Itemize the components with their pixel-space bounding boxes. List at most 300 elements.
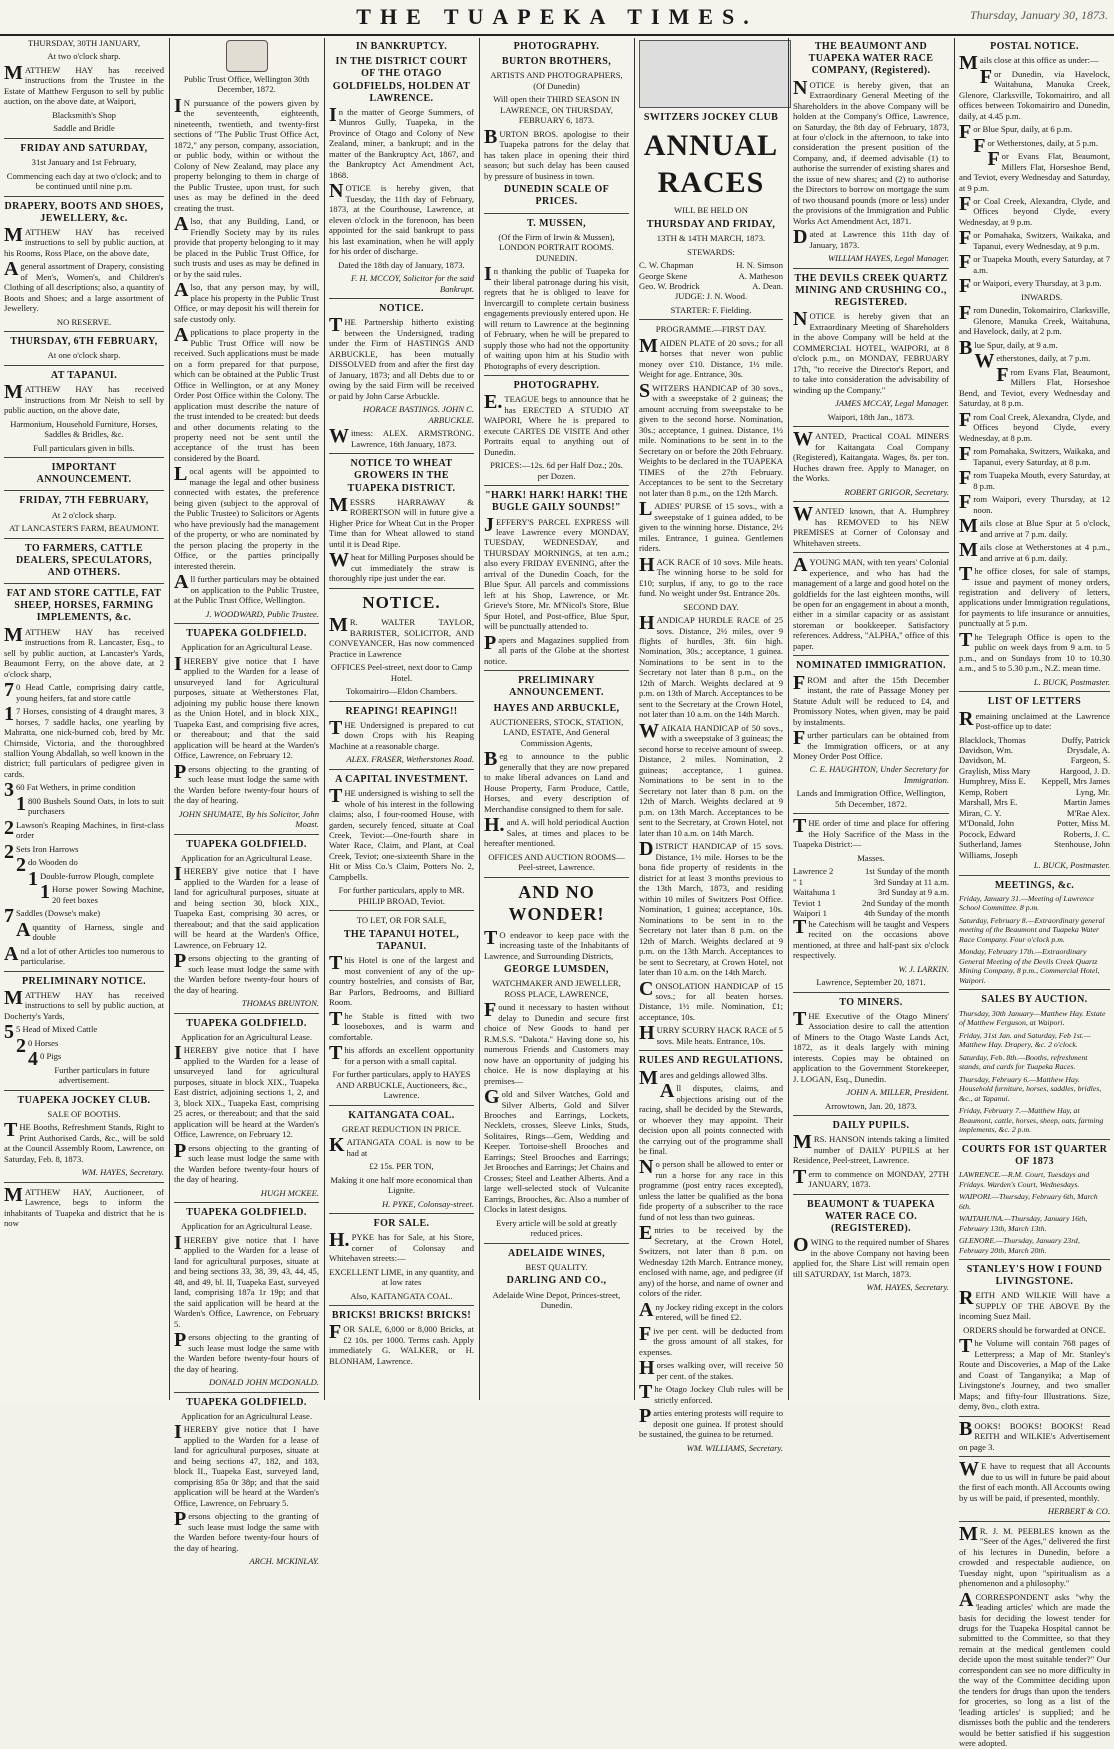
centered-text: SECOND DAY. — [683, 601, 739, 612]
signature-line: W. J. LARKIN. — [898, 963, 949, 974]
row-left-text: Waitahuna 1 — [793, 887, 836, 898]
advertisement-text: For Waipori, every Thursday, at 3 p.m. — [959, 275, 1102, 298]
row-right-text: Drysdale, A. — [1066, 744, 1110, 755]
advertisement-text: Persons objecting to the granting of such lease must lodge the same with the Warden before twenty-four hours of the day of hearing. — [174, 1329, 319, 1374]
section-heading: DRAPERY, BOOTS AND SHOES, JEWELLERY, &c. — [4, 200, 164, 224]
section-heading: REAPING! REAPING!! — [345, 705, 458, 717]
listing-entry: Friday, February 7.—Matthew Hay, at Beaumont, cattle, horses, sheep, oats, farming implements, &c. 2 p.m. — [959, 1106, 1104, 1135]
centered-text: At one o'clock sharp. — [47, 350, 121, 361]
advertisement-text: From Pomahaka, Switzers, Waikaka, and Tapanui, every Saturday, at 8 p.m. — [959, 443, 1110, 467]
divider-rule — [329, 1105, 474, 1106]
divider-rule — [329, 588, 474, 589]
column-1 — [0, 38, 168, 1400]
advertisement-text: HURRY SCURRY HACK RACE of 5 sovs. Mile heats. Entrance, 10s. — [639, 1022, 783, 1046]
signature-line: ARCH. MCKINLAY. — [249, 1556, 319, 1566]
divider-rule — [174, 1392, 319, 1393]
centered-text: SALE OF BOOTHS. — [47, 1108, 121, 1119]
divider-rule — [4, 1182, 164, 1183]
advertisement-text: NOTICE is hereby given, that an Extraordinary General Meeting of the Shareholders in the above Company will be holden at the Company's Office, Lawrence, on Saturday, the 8th day of February, 1873, at four o'clock in the afternoon, to take into consideration the present position of the Company, and, if deemed advisable (1) to authorise the surrender of existing shares and the issue of new shares; and (2) to authorise the Directors to borrow on mortgage the sum of two thousand pounds (more or less) under the provisions of the Immigration and Public Works Act Amendment Act, 1871. — [793, 76, 949, 226]
advertisement-text: TO endeavor to keep pace with the increasing taste of the Inhabitants of Lawrence, and Surrounding Districts, — [484, 926, 629, 961]
advertisement-text: MESSRS HARRAWAY & ROBERTSON will in future give a Higher Price for Wheat Cut in the Proper Time than for Wheat allowed to stand until it is Dead Ripe. — [329, 493, 474, 549]
divider-rule — [793, 426, 949, 427]
centered-text: 31st January and 1st February, — [31, 157, 137, 168]
row-left-text: Davidson, Wm. — [959, 744, 1014, 755]
advertisement-text: IHEREBY give notice that I have applied to the Warden for a lease of land for agricultural purposes, situate at and being sections 47, 182, and 183, block II., Tuapeka East, surveyed land, comprising 85a 0r 38p; and that the said application will be heard at the Warden's Office, Lawrence, on February 5. — [174, 1421, 319, 1508]
signature-line: WM. HAYES, Secretary. — [81, 1167, 164, 1178]
advertisement-text: All disputes, claims, and objections arising out of the racing, shall be decided by the Stewards, or whoever they may appoint. Their decision upon all points connected with the carrying out of the programme shall be final. — [639, 1080, 783, 1156]
advertisement-text: 7Saddles (Dowse's make) — [4, 905, 101, 928]
column-6 — [789, 38, 953, 1400]
centered-text: Public Trust Office, Wellington 30th December, 1872. — [183, 74, 310, 95]
section-heading: IN BANKRUPTCY. — [355, 41, 448, 52]
centered-text: STARTER: F. Fielding. — [670, 304, 752, 315]
centered-text: Application for an Agricultural Lease. — [180, 852, 312, 863]
advertisement-text: Papers and Magazines supplied from all parts of the Globe at the shortest notice. — [484, 631, 629, 666]
advertisement-text: Horses walking over, will receive 50 per cent. of the stakes. — [639, 1357, 783, 1381]
section-heading: A CAPITAL INVESTMENT. — [335, 773, 468, 785]
advertisement-text: REITH AND WILKIE Will have a SUPPLY OF THE ABOVE By the incoming Suez Mail. — [959, 1287, 1110, 1322]
advertisement-text: MATTHEW HAY, Auctioneer, of Lawrence, begs to inform the inhabitants of Tuapeka and district that he is now — [4, 1183, 164, 1229]
row-left-text: Marshall, Mrs E. — [959, 797, 1018, 808]
row-left-text: George Skene — [639, 270, 688, 281]
advertisement-text: IHEREBY give notice that I have applied to the Warden for a lease of land for agricultural purposes, situate at and being section 30, block XIX., Tuapeka East, comprising 30 acres, or thereabout; and that the said application will be heard at the Warden's Office, Lawrence, on February 12. — [174, 863, 319, 950]
advertisement-text: 40 Pigs — [28, 1048, 62, 1071]
centered-text: GREAT REDUCTION IN PRICE. — [341, 1123, 462, 1134]
advertisement-text: Also, that any Building, Land, or Friendly Society may by its rules provide that property belonging to it may be placed in the Public Trust Office, for such trusts and uses as may be defined in or by the said rules. — [174, 213, 319, 279]
advertisement-text: WAIKAIA HANDICAP of 50 sovs., with a sweepstake of 3 guineas; the second horse to receive amount of sweep. Distance, 2 miles. Nomination, 2 guineas; acceptance, 1 guinea. Nominations to be sent in to the Secretary not later than 8 p.m. on the 12th of March. Weights declared at 9 p.m. on 13th March. Acceptances to be sent to the Secretary, at Crown Hotel, not later than 10 a.m. on 14th March. — [639, 719, 783, 838]
advertisement-text: Blue Spur, daily, at 9 a.m. — [959, 336, 1058, 359]
divider-rule — [959, 875, 1110, 876]
section-heading: FRIDAY, 7TH FEBRUARY, — [19, 495, 149, 507]
advertisement-text: MATTHEW HAY has received instructions to sell by public auction, at Docherty's Yards, — [4, 986, 164, 1021]
section-heading: THE BEAUMONT AND TUAPEKA WATER RACE COMPANY, (Registered). — [808, 41, 934, 77]
advertisement-text: FROM and after the 15th December instant, the rate of Passage Money per Statute Adult will be reduced to £4, and Promissory Notes, when given, may be paid by instalments. — [793, 671, 949, 727]
signature-line: ROBERT GRIGOR, Secretary. — [844, 486, 949, 497]
section-heading: STANLEY'S HOW I FOUND LIVINGSTONE. — [966, 1264, 1103, 1288]
centered-text: Making it one half more economical than Lignite. — [330, 1174, 473, 1196]
divider-rule — [959, 691, 1110, 692]
signature-line: HERBERT & CO. — [1047, 1506, 1110, 1517]
section-heading: "HARK! HARK! HARK! THE BUGLE GAILY SOUNDS!" — [485, 490, 628, 514]
centered-text: Application for an Agricultural Lease. — [180, 1031, 312, 1042]
advertisement-text: Aquantity of Harness, single and double — [16, 918, 164, 943]
advertisement-text: HACK RACE of 10 sovs. Mile heats. The winning horse to be sold for £10; surplus, if any, to go to the race fund. No weight under 9st. Entrance 20s. — [639, 553, 783, 599]
divider-rule — [959, 1416, 1110, 1417]
two-column-row — [959, 787, 1110, 797]
row-left-text: Lawrence 2 — [793, 866, 834, 877]
advertisement-text: OWING to the required number of Shares in the above Company not having been applied for, the Share List will remain open till SATURDAY, 1st March, 1873. — [793, 1234, 949, 1279]
centered-text: 13TH & 14TH MARCH, 1873. — [656, 233, 766, 244]
signature-line: HORACE BASTINGS. JOHN C. ARBUCKLE. — [363, 404, 474, 425]
centered-text: OFFICES Peel-street, next door to Camp Hotel. — [330, 662, 473, 683]
advertisement-text: AYOUNG MAN, with ten years' Colonial experience, and who has had the management of a large and good hotel on the goldfields for the last eighteen months, will be open for an engagement in about a month, either in a similar capacity or as assistant storeman or bookkeeper. Satisfactory references. Address, "ALPHA," office of this paper. — [793, 554, 949, 651]
row-left-text: Sutherland, James — [959, 839, 1022, 850]
advertisement-text: Persons objecting to the granting of such lease must lodge the same with the Warden before twenty-four hours of the day of hearing. — [174, 1139, 319, 1185]
listing-entry: WAIPORI.—Thursday, February 6th, March 6th. — [959, 1192, 1098, 1211]
signature-line: J. WOODWARD, Public Trustee. — [205, 608, 319, 619]
advertisement-text: For Wetherstones, daily, at 5 p.m. — [973, 134, 1098, 157]
divider-rule — [959, 1259, 1110, 1260]
divider-rule — [793, 1194, 949, 1195]
advertisement-text: MATTHEW HAY has received instructions from Mr Neish to sell by public auction, on the above date, — [4, 381, 164, 416]
divider-rule — [793, 552, 949, 553]
row-right-text: Fargeon, S. — [1070, 755, 1110, 766]
advertisement-text: Further particulars can be obtained from the Immigration officers, or at any Money Order Post Office. — [793, 727, 949, 761]
centered-text: For further particulars, apply to HAYES AND ARBUCKLE, Auctioneers, &c., Lawrence. — [332, 1069, 471, 1101]
section-heading: BEAUMONT & TUAPEKA WATER RACE CO. (REGISTERED). — [807, 1198, 935, 1235]
centered-text: Saddle and Bridle — [53, 123, 115, 134]
section-heading: PHOTOGRAPHY. — [513, 380, 600, 392]
advertisement-text: SWITZERS HANDICAP of 30 sovs., with a sweepstake of 2 guineas; the amount accruing from sweepstake to be given to the second horse. Nomination, 30s.; acceptance, 1 guinea. Distance, 1½ mile. Nominations to be sent in to the Secretary on or before the 20th February. Weights to be declared in the TUAPEKA TIMES of the 27th February. Acceptances to be sent to the Secretary not later than 8 p.m., on the 12th March. — [639, 379, 783, 498]
two-column-row — [959, 818, 1110, 828]
column-5 — [635, 38, 787, 1453]
section-heading: THE DEVILS CREEK QUARTZ MINING AND CRUSHING CO., REGISTERED. — [794, 272, 948, 309]
advertisement-text: MR. WALTER TAYLOR, BARRISTER, SOLICITOR, AND CONVEYANCER, Has now commenced Practice in Lawrence — [329, 614, 474, 659]
advertisement-text: THE Booths, Refreshment Stands, Right to Print Authorised Cards, &c., will be sold at the Council Assembly Room, Lawrence, on Saturday, Feb. 8, 1873. — [4, 1119, 164, 1164]
divider-rule — [4, 196, 164, 197]
advertisement-text: Applications to place property in the Public Trust Office will now be received. Such applications must be made on a form prepared for that purpose, which can be obtained at the Public Trust Office in Wellington, or at any Money Order Post Office within the Colony. The application must describe the nature of the trust intended to be created: but deeds and other documents relating to the property need not be sent until the acceptance of the trust has been considered by the Board. — [174, 324, 319, 463]
row-right-text: 1st Sunday of the month — [864, 866, 949, 877]
centered-text: Every article will be sold at greatly reduced prices. — [496, 1217, 617, 1239]
advertisement-text: For Evans Flat, Beaumont, Millers Flat, Horseshoe Bend, and Teviot, every Wednesday and Saturday, at 9 p.m. — [959, 148, 1110, 193]
centered-text: For further particulars, apply to MR. PHILIP BROAD, Teviot. — [338, 885, 465, 906]
advertisement-text: Persons objecting to the granting of such lease must lodge the same with the Warden before twenty-four hours of the day of hearing. — [174, 760, 319, 806]
advertisement-text: MATTHEW HAY has received instructions from R. Lancaster, Esq., to sell by public auction, at Lancaster's Yards, Beaumont Ferry, on the above date, at 2 o'clock sharp, — [4, 623, 164, 679]
section-heading: NOTICE. — [379, 303, 424, 315]
section-heading: HAYES AND ARBUCKLE, — [493, 702, 620, 714]
section-heading: PRELIMINARY ANNOUNCEMENT. — [509, 675, 604, 699]
section-heading: THE TAPANUI HOTEL, TAPANUI. — [343, 928, 460, 953]
divider-rule — [4, 971, 164, 972]
advertisement-text: 360 Fat Wethers, in prime condition — [4, 779, 136, 802]
advertisement-text: Five per cent. will be deducted from the gross amount of all stakes, for expenses. — [639, 1322, 783, 1357]
listing-entry: Monday, February 17th.—Extraordinary General Meeting of the Devils Creek Quartz Mining Company, 8 p.m., Commercial Hotel, Waipori. — [959, 947, 1100, 985]
advertisement-text: E.TEAGUE begs to announce that he has ERECTED A STUDIO AT WAIPORI, Where he is prepared to execute CARTES DE VISITE And other Portraits equal to anything out of Dunedin. — [484, 391, 629, 457]
divider-rule — [484, 485, 629, 486]
advertisement-text: 1800 Bushels Sound Oats, in lots to suit purchasers — [16, 792, 164, 817]
divider-rule — [174, 623, 319, 624]
two-column-row — [959, 808, 1110, 818]
section-heading: BRICKS! BRICKS! BRICKS! — [331, 1310, 472, 1322]
advertisement-text: For Tuapeka Mouth, every Saturday, at 7 a.m. — [959, 251, 1110, 275]
centered-text: NO RESERVE. — [56, 316, 112, 327]
row-left-text: Graylish, Miss Mary — [959, 765, 1031, 776]
centered-text: Further particulars in future advertisement. — [54, 1064, 150, 1086]
divider-rule — [793, 1115, 949, 1116]
divider-rule — [793, 501, 949, 502]
signature-line: H. PYKE, Colonsay-street. — [381, 1198, 474, 1209]
two-column-row — [959, 745, 1110, 755]
issue-date: Thursday, January 30, 1873. — [970, 8, 1108, 22]
advertisement-text: DISTRICT HANDICAP of 15 sovs. Distance, 1½ mile. Horses to be the bona fide property of residents in the district for at least 3 months previous to the 13th March, 1873, and residing within 10 miles of Switzers Post Office. Nomination, 1 guinea; acceptance, 10s. Nominations to be sent in to the Secretary not later than 8 p.m. on the 12th of March. Weights declared at 9 p.m. on the 13th March. Acceptances to be sent to Secretary, at Crown Hotel, not later than 10 a.m. on the 14th March. — [639, 838, 783, 978]
two-column-row — [959, 839, 1110, 849]
divider-rule — [959, 1521, 1110, 1522]
centered-text: (Of the Firm of Irwin & Mussen), LONDON PORTRAIT ROOMS. DUNEDIN. — [498, 231, 615, 263]
advertisement-text: MATTHEW HAY has received instructions to sell by public auction, at his Rooms, Ross Place, on the above date, — [4, 223, 164, 258]
section-heading: LIST OF LETTERS — [987, 696, 1082, 708]
two-column-row — [793, 898, 949, 908]
advertisement-text: Wetherstones, daily, at 7 p.m. — [974, 350, 1091, 373]
two-column-row — [639, 260, 783, 270]
row-right-text: 3rd Sunday at 9 a.m. — [877, 887, 949, 898]
annual-races-banner: ANNUAL RACES — [643, 129, 779, 199]
divider-rule — [329, 701, 474, 702]
centered-text: Lawrence, September 20, 1871. — [816, 977, 926, 988]
row-left-text: Geo. W. Brodrick — [639, 280, 700, 291]
advertisement-text: Mails close at Wetherstones at 4 p.m., and arrive at 6 p.m. daily. — [959, 539, 1110, 563]
advertisement-text: Entries to be received by the Secretary, at the Crown Hotel, Switzers, not later than 8 p.m. on Wednesday 12th March. Entrance money, enclosed with name, age, and pedigree (if any) of the horse, and name of owner and colors of the rider. — [639, 1222, 783, 1299]
row-right-text: 3rd Sunday at 11 a.m. — [873, 876, 949, 887]
two-column-row — [793, 866, 949, 876]
two-column-row — [793, 908, 949, 918]
section-heading: SWITZERS JOCKEY CLUB — [643, 112, 779, 123]
row-right-text: 2nd Sunday of the month — [862, 897, 949, 908]
row-left-text: Williams, Joseph — [959, 849, 1018, 860]
advertisement-text: IHEREBY give notice that I have applied to the Warden for a lease of land for agricultural purposes, situate at and being sections 33, 38, 39, 43, 44, 45, 48, and 49, bl. II, Tuapeka East, surveyed land, comprising 187a 1r 19p; and that the said application will be heard at the Warden's Office, Lawrence, on February 5. — [174, 1231, 319, 1329]
column-2 — [170, 38, 323, 1566]
advertisement-text: No person shall be allowed to enter or run a horse for any race in this programme (post entry races excepted), unless the latter be qualified as the bona fide property of a subscriber to the race fund of not less than two guineas. — [639, 1156, 783, 1222]
listing-entry: LAWRENCE.—R.M. Court, Tuesdays and Fridays. Warden's Court, Wednesdays. — [959, 1170, 1090, 1189]
section-heading: IN THE DISTRICT COURT OF THE OTAGO GOLDFIELDS, HOLDEN AT LAWRENCE. — [332, 56, 471, 104]
section-heading: T. MUSSEN, — [526, 217, 587, 229]
centered-text: Arrowtown, Jan. 20, 1873. — [825, 1100, 917, 1111]
row-right-text: A. Dean. — [752, 280, 783, 291]
advertisement-text: The Telegraph Office is open to the public on week days from 9 a.m. to 5 p.m., and on Sundays from 10 to 10.30 a.m., and 5 to 5.30 p.m., N.Z. mean time. — [959, 628, 1110, 674]
signature-line: DONALD JOHN MCDONALD. — [208, 1377, 319, 1388]
centered-text: PROGRAMME.—FIRST DAY. — [655, 324, 767, 335]
centered-text: AUCTIONEERS, STOCK, STATION, LAND, ESTATE, And General Commission Agents, — [489, 716, 624, 748]
advertisement-text: Persons objecting to the granting of such lease must lodge the same with the Warden before twenty-four hours of the day of hearing. — [174, 1508, 319, 1553]
advertisement-text: 2Sets Iron Harrows — [4, 840, 79, 863]
centered-text: Will open their THIRD SEASON IN LAWRENCE, ON THURSDAY, FEBRUARY 6, 1873. — [493, 94, 620, 126]
listing-entry: GLENORE.—Thursday, January 23rd, February 20th, March 20th. — [959, 1236, 1080, 1255]
advertisement-text: JEFFERY'S PARCEL EXPRESS will leave Lawrence every MONDAY, TUESDAY, WEDNESDAY, and THURSDAY MORNINGS, at ten a.m.; also every FRIDAY EVENING, after the arrival of the Dunedin Coach, for the Blue Spur. All parcels and commissions left at his Shop, Lawrence, or Mr. Grieve's Store, Mr. M'Nicol's Store, Blue Spur Hotel, and Post-office, Blue Spur, will be punctually attended to. — [484, 513, 629, 632]
row-left-text: Pocock, Edward — [959, 828, 1016, 839]
section-heading: TO FARMERS, CATTLE DEALERS, SPECULATORS, AND OTHERS. — [15, 542, 153, 578]
divider-rule — [484, 213, 629, 214]
section-heading: TUAPEKA GOLDFIELD. — [186, 1017, 307, 1029]
section-heading: ADELAIDE WINES, — [508, 1247, 605, 1259]
row-right-text: A. Matheson — [738, 270, 783, 281]
two-column-row — [793, 887, 949, 897]
centered-text: Tokomairiro—Eldon Chambers. — [345, 686, 458, 697]
signature-line: F. H. MCCOY, Solicitor for the said Bankrupt. — [351, 273, 474, 294]
section-heading: FRIDAY AND SATURDAY, — [20, 142, 148, 154]
row-right-text: Stenhouse, John — [1054, 839, 1110, 850]
divider-rule — [329, 910, 474, 911]
row-left-text: C. W. Chapman — [639, 260, 694, 271]
advertisement-text: H.PYKE has for Sale, at his Store, corner of Colonsay and Whitehaven streets:— — [329, 1229, 474, 1264]
advertisement-text: WE have to request that all Accounts due to us will in future be paid about the first of each month. All Accounts owing by us will be paid, if presented, monthly. — [959, 1458, 1110, 1503]
advertisement-text: 20 Horses — [16, 1034, 59, 1057]
advertisement-text: In thanking the public of Tuapeka for their liberal patronage during his visit, regrets that he is obliged to leave for Invercargill to complete certain business engagements previously entered upon. He will return to Lawrence at the beginning of February, when he will be prepared to supply those who had not the opportunity of waiting upon him at his Studio with Photographs of every description. — [484, 263, 629, 371]
divider-rule — [329, 1213, 474, 1214]
advertisement-text: The Volume will contain 768 pages of Letterpress; a Map of Mr. Stanley's Route and Discoveries, a Map of the Lake and Coast of Tanganyika; a Map of Livingstone's Journey, and two smaller Maps; and fifty-four Illustrations. Size, demy, 8vo., cloth extra. — [959, 1335, 1110, 1412]
centered-text: £2 15s. PER TON, — [369, 1161, 434, 1172]
advertisement-text: For Coal Creek, Alexandra, Clyde, and Offices beyond Clyde, every Wednesday, at 9 p.m. — [959, 193, 1110, 227]
section-heading: COURTS FOR 1ST QUARTER OF 1873 — [961, 1143, 1108, 1167]
divider-rule — [959, 989, 1110, 990]
centered-text: Application for an Agricultural Lease. — [180, 1410, 312, 1421]
advertisement-text: The office closes, for sale of stamps, issue and payment of money orders, registration and delivery of letters, applications under Immigration regulations, for payments to life insurance or annuities, punctually at 5 p.m. — [959, 563, 1110, 629]
divider-rule — [4, 457, 164, 458]
advertisement-text: THE undersigned is wishing to sell the whole of his interest in the following claims; also, I four-roomed House, with garden, securely fenced, situate at Coal Creek, Teviot:—One-fourth share in Water Race, Claim, and Plant, at Coal Creek, Teviot; one-sixteenth Share in the Hit or Miss Co.'s Claim, Potters No. 2, Campbells. — [329, 785, 474, 882]
signature-line: WM. HAYES, Secretary. — [866, 1282, 949, 1293]
advertisement-text: For Pomahaka, Switzers, Waikaka, and Tapanui, every Wednesday, at 9 p.m. — [959, 227, 1110, 251]
advertisement-text: 17 Horses, consisting of 4 draught mares, 3 horses, 7 saddle hacks, one yearling by Mahratta, one nick-burned cob, bred by Mr. Chirnside, Victoria, and the thoroughbred stallion Young Abdallah, so well known in the district; full particulars of pedigree given in cards. — [4, 703, 164, 779]
divider-rule — [484, 1243, 629, 1244]
advertisement-text: NOTICE is hereby given that an Extraordinary Meeting of Shareholders in the above Company will be held at the COMMERCIAL HOTEL, WAIPORI, at 8 o'clock p.m., on MONDAY, FEBRUARY 17th, "to receive the Director's Report, and to take into consideration the advisability of winding up the Company." — [793, 308, 949, 395]
section-heading: SALES BY AUCTION. — [981, 994, 1088, 1006]
divider-rule — [484, 877, 629, 878]
advertisement-text: 2do Wooden do — [16, 854, 78, 877]
section-heading: POSTAL NOTICE. — [990, 41, 1079, 52]
column-3 — [325, 38, 478, 1400]
centered-text: Also, KAITANGATA COAL. — [350, 1290, 453, 1301]
section-heading: TUAPEKA JOCKEY CLUB. — [17, 1094, 151, 1106]
divider-rule — [639, 1050, 783, 1051]
advertisement-text: All further particulars may be obtained on application to the Public Trustee, at the Public Trust Office, Wellington. — [174, 571, 319, 606]
row-right-text: Keppell, Mrs James — [1041, 776, 1110, 787]
centered-text: WILL BE HELD ON — [674, 205, 748, 216]
advertisement-text: The Stable is fitted with two looseboxes, and is warm and comfortable. — [329, 1007, 474, 1042]
advertisement-text: This affords an excellent opportunity for a person with a small capital. — [329, 1042, 474, 1066]
row-left-text: Waipori 1 — [793, 908, 827, 919]
advertisement-text: HANDICAP HURDLE RACE of 25 sovs. Distance, 2½ miles, over 9 flights of hurdles, 3ft. 6in high. Nomination, 30s.; acceptance, 1 guinea. Nominations to be sent in to the Secretary not later than 8 p.m., on the 12th of March. Weights declared at 9 p.m. on 13th of March. Acceptances to be sent to the Secretary at the Crown Hotel, not later than 10 a.m. on the 14th March. — [639, 612, 783, 720]
advertisement-text: Beg to announce to the public generally that they are now prepared to make liberal advances on Land and House Property, Farm Produce, Cattle, Horses, and every description of Merchandise consigned to them for sale. — [484, 748, 629, 814]
centered-text: ARTISTS AND PHOTOGRAPHERS, (Of Dunedin) — [490, 70, 623, 91]
row-right-text: Potter, Miss M. — [1056, 818, 1110, 829]
masthead — [0, 0, 1114, 36]
row-left-text: M'Donald, John — [959, 818, 1015, 829]
divider-rule — [793, 992, 949, 993]
row-right-text: Hargood, J. D. — [1059, 765, 1110, 776]
divider-rule — [174, 1202, 319, 1203]
divider-rule — [329, 1305, 474, 1306]
row-right-text: H. N. Simson — [736, 260, 783, 271]
centered-text: OFFICES AND AUCTION ROOMS—Peel-street, Lawrence. — [488, 851, 625, 873]
advertisement-text: IHEREBY give notice that I have applied to the Warden for a lease of unsurveyed land for agricultural purposes, situate in block XIX., Tuapeka East district, adjoining sections 1, 2, and 3, block XIX., Tuapeka East, comprising 25 acres, or thereabout; and that the said application will be heard at the Warden's Office, Lawrence, on February 12. — [174, 1042, 319, 1140]
divider-rule — [793, 268, 949, 269]
advertisement-text: Term to commence on MONDAY, 27TH JANUARY, 1873. — [793, 1165, 949, 1190]
signature-line: JOHN A. MILLER, President. — [846, 1087, 949, 1098]
signature-line: WILLIAM HAYES, Legal Manager. — [827, 253, 949, 264]
section-heading: DARLING AND CO., — [506, 1275, 607, 1287]
advertisement-text: From Dunedin, Tokomairiro, Clarksville, Glenore, Manuka Creek, Waitahuna, and Havelock, daily, at 2 p.m. — [959, 302, 1110, 337]
advertisement-text: Persons objecting to the granting of such lease must lodge the same with the Warden before twenty-four hours of the day of hearing. — [174, 950, 319, 995]
centered-text: Full particulars given in bills. — [33, 442, 135, 453]
section-heading: RULES AND REGULATIONS. — [639, 1055, 783, 1067]
signature-line: WM. WILLIAMS, Secretary. — [686, 1442, 783, 1453]
centered-text: BEST QUALITY. — [525, 1262, 588, 1272]
two-column-row — [959, 735, 1110, 745]
row-left-text: Blacklock, Thomas — [959, 734, 1026, 745]
advertisement-text: For Blue Spur, daily, at 6 p.m. — [959, 121, 1073, 144]
advertisement-text: Wheat for Milling Purposes should be cut immediately the straw is thoroughly ripe just under the ear. — [329, 549, 474, 584]
two-column-row — [959, 755, 1110, 765]
divider-rule — [793, 813, 949, 814]
advertisement-text: IN pursuance of the powers given by the seventeenth, eighteenth, nineteenth, twentieth, and twenty-first sections of "The Public Trust Office Act, 1872," any person, company, association, or public body, within or without the Colony of New Zealand, may place any property belonging to them in charge of the Public Trustee, upon trust, for such uses as may be defined in the deed creating the trust. — [174, 94, 319, 213]
two-column-row — [959, 829, 1110, 839]
row-left-text: Miran, C. Y. — [959, 807, 1002, 818]
section-heading: FOR SALE. — [373, 1218, 430, 1230]
divider-rule — [4, 331, 164, 332]
signature-line: C. E. HAUGHTON, Under Secretary for Immigration. — [809, 764, 949, 785]
centered-text: Commencing each day at two o'clock; and to be continued until nine p.m. — [6, 170, 162, 192]
section-heading: IMPORTANT ANNOUNCEMENT. — [36, 462, 132, 486]
signature-line: L. BUCK, Postmaster. — [1033, 860, 1110, 871]
advertisement-text: NOTICE is hereby given, that Tuesday, the 11th day of February, 1873, at the Courthouse, Lawrence, at eleven o'clock in the forenoon, has been appointed for the said bankrupt to pass his last examination, when he will apply for his order of discharge. — [329, 180, 474, 257]
divider-rule — [4, 490, 164, 491]
advertisement-text: The Otago Jockey Club rules will be strictly enforced. — [639, 1381, 783, 1405]
advertisement-text: MR. J. M. PEEBLES known as the "Seer of the Ages," delivered the first of his lectures in Dunedin, before a crowded and respectable audience, on Tuesday night, upon "spiritualism as a phenomenon and a philosophy." — [959, 1522, 1110, 1589]
section-heading: BURTON BROTHERS, — [501, 56, 612, 68]
centered-text: EXCELLENT LIME, in any quantity, and at low rates — [329, 1266, 474, 1288]
listing-entry: WAITAHUNA.—Thursday, January 16th, February 13th, March 13th. — [959, 1214, 1088, 1233]
centered-text: Harmonium, Household Furniture, Horses, Saddles & Bridles, &c. — [10, 418, 158, 440]
divider-rule — [174, 1013, 319, 1014]
advertisement-text: MATTHEW HAY has received instructions from the Trustee in the Estate of Matthew Ferguson to sell by public auction, on the above date, at Waipori, — [4, 61, 164, 107]
horse-race-illustration — [639, 40, 791, 108]
divider-rule — [4, 365, 164, 366]
row-right-text: Roberts, J. C. — [1063, 828, 1110, 839]
advertisement-text: Gold and Silver Watches, Gold and Silver Alberts, Gold and Silver Brooches and Earrings, Lockets, Necklets, crosses, Sleeve Links, Studs, Solitaires, Rings—Gem, Wedding and Keeper. Tortoise-shell Brooches and Earrings; Steel Brooches and Earrings; Jet Brooches and Earrings; Jet Chains and Crosses; Steel and Leather Alberts. And a large well-selected stock of Vulcanite Earrings, Brooches, &c. Also a number of Clocks in latest designs. — [484, 1086, 629, 1215]
advertisement-text: From Waipori, every Thursday, at 12 noon. — [959, 491, 1110, 515]
coat-of-arms-icon — [226, 40, 268, 72]
row-left-text: " 1 — [793, 876, 803, 887]
divider-rule — [4, 538, 164, 539]
listing-entry: Thursday, 30th January—Matthew Hay. Estate of Matthew Ferguson, at Waipori. — [959, 1008, 1106, 1028]
row-left-text: Kemp, Robert — [959, 786, 1008, 797]
row-right-text: Martin James — [1063, 797, 1110, 808]
advertisement-text: Found it necessary to hasten without delay to Dunedin and secure first choice of New Goods to hand per R.M.S.S. "Dakota." Having done so, his numerous Friends and Customers may now have an opportunity of judging his choice. He is now displaying at his premises— — [484, 999, 629, 1086]
two-column-row — [959, 766, 1110, 776]
centered-text: Waipori, 18th Jan., 1873. — [827, 411, 915, 422]
advertisement-text: THE Undersigned is prepared to cut down Crops with his Reaping Machine at a reasonable charge. — [329, 716, 474, 751]
section-heading: NOTICE TO WHEAT GROWERS IN THE TUAPEKA DISTRICT. — [347, 458, 456, 494]
centered-text: AT LANCASTER'S FARM, BEAUMONT. — [9, 523, 159, 534]
advertisement-text: The Catechism will be taught and Vespers recited on the occasions above mentioned, at three and half-past six o'clock respectively. — [793, 915, 949, 961]
advertisement-text: ACORRESPONDENT asks "why the 'leading articles' which are made the basis for deciding the lowest tender for drugs for the Tuapeka Hospital cannot be submitted to the Committee, so that they remain at the medical gentlemen could decide upon the most suitable tender?" Our correspondent can see no more difficulty in the way of the Committee deciding upon the tenders for drugs than upon the tenders for groceries, so long as a list of the 'leading articles' is supplied; and he dismisses both the public and the tenderers would be better satisfied if his suggestion were adopted. — [959, 1588, 1110, 1749]
centered-text: JUDGE: J. N. Wood. — [674, 291, 748, 302]
divider-rule — [174, 834, 319, 835]
centered-text: THURSDAY, 30TH JANUARY, — [27, 38, 141, 48]
listing-entry: Friday, 31st Jan. and Saturday, Feb 1st.—Matthew Hay. Drapery, &c. 2 o'clock. — [959, 1030, 1091, 1050]
centered-text: INWARDS. — [1020, 291, 1063, 302]
two-column-row — [793, 877, 949, 887]
row-right-text: Duffy, Patrick — [1061, 734, 1110, 745]
centered-text: Blacksmith's Shop — [52, 109, 116, 120]
section-heading: PRELIMINARY NOTICE. — [21, 975, 147, 987]
divider-rule — [959, 1456, 1110, 1457]
centered-text: At two o'clock sharp. — [47, 51, 121, 62]
advertisement-text: 55 Head of Mixed Cattle — [4, 1021, 98, 1044]
advertisement-text: And a lot of other Articles too numerous to particularise. — [4, 942, 164, 967]
row-right-text: Lyng, Mr. — [1075, 786, 1110, 797]
advertisement-text: THE order of time and place for offering the Holy Sacrifice of the Mass in the Tuapeka District:— — [793, 815, 949, 850]
divider-rule — [4, 583, 164, 584]
section-heading: TUAPEKA GOLDFIELD. — [186, 838, 307, 850]
advertisement-text: Mails close at this office as under:— — [959, 52, 1099, 75]
section-heading: TUAPEKA GOLDFIELD. — [186, 1207, 307, 1219]
row-left-text: Davidson, M. — [959, 755, 1007, 766]
centered-text: Dated the 18th day of January, 1873. — [338, 259, 465, 270]
advertisement-text: This Hotel is one of the largest and most convenient of any of the up-country hostelries, and consists of Bar, Bar Parlors, Bedrooms, and Billiard Room. — [329, 952, 474, 1008]
column-7 — [955, 38, 1114, 1749]
signature-line: L. BUCK, Postmaster. — [1033, 676, 1110, 687]
advertisement-text: 1Horse power Sowing Machine, 20 feet boxes — [40, 881, 164, 905]
section-heading: FAT AND STORE CATTLE, FAT SHEEP, HORSES, FARMING IMPLEMENTS, &c. — [6, 588, 162, 624]
